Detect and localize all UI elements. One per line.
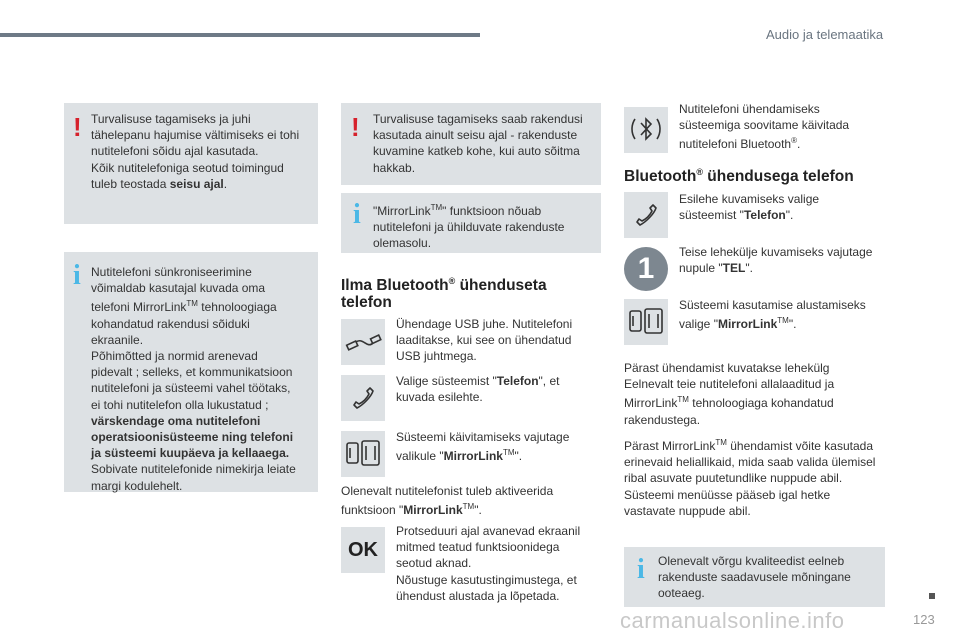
warning-box-safety [64, 103, 318, 224]
paragraph-audio-sources: Pärast MirrorLink™ ühendamist võite kasutada erinevaid heliallikaid, mida saab valida ülemisel ribal asuvate puutetundlike nuppude abil. Süsteemi menüüsse pääseb igal hetke vastavate nuppude abil. [624, 438, 876, 518]
section-title: Audio ja telemaatika [766, 27, 884, 42]
step-mirrorlink-text: Süsteemi käivitamiseks vajutage valikule "MirrorLink™". [396, 430, 570, 464]
step-usb-text: Ühendage USB juhe. Nutitelefoni laaditakse, kui see on ühendatud USB juhtmega. [396, 317, 573, 364]
heading-with-bluetooth: Bluetooth® ühendusega telefon [624, 167, 854, 186]
mirrorlink-icon [624, 299, 668, 345]
page-number: 123 [913, 612, 935, 627]
warning-box-apps [341, 103, 601, 185]
info-text: Nutitelefoni sünkroniseerimine võimaldab kasutajal kuvada oma telefoni MirrorLink™ tehnoloogiaga kohandatud rakendusi sõiduki ekraanile. Põhimõtted ja normid arenevad pidevalt ; selleks, et kommunikatsioon nutitelefoni ja süsteemi vahel töötaks, ei tohi nutitelefon olla lukustatud ; värskendage oma nutitelefoni operatsioonisüsteeme ning telefoni ja süsteemi kuupäeva ja kellaaega. Sobivate nutitelefonide nimekirja leiate margi kodulehelt. [91, 265, 296, 493]
step-bt-mirrorlink-text: Süsteemi kasutamise alustamiseks valige "MirrorLink™". [679, 298, 866, 332]
step-bt-telefon-text: Esilehe kuvamiseks valige süsteemist "Telefon". [679, 192, 820, 223]
phone-handset-icon [341, 375, 385, 421]
bluetooth-note: Nutitelefoni ühendamiseks süsteemiga soovitame käivitada nutitelefoni Bluetooth®. [679, 102, 850, 152]
warning-exclamation-icon: ! [73, 112, 82, 142]
info-icon: i [73, 260, 81, 291]
phone-handset-icon [624, 192, 668, 238]
warning-text: Turvalisuse tagamiseks saab rakendusi kasutada ainult seisu ajal - rakenduste kuvamine katkeb kohe, kui auto sõitma hakkab. [373, 112, 583, 175]
page-marker [929, 593, 935, 599]
mirrorlink-icon [341, 431, 385, 477]
ok-button-icon: OK [341, 527, 385, 573]
step-telefon-text: Valige süsteemist "Telefon", et kuvada esilehte. [396, 374, 560, 405]
usb-cable-icon [341, 319, 385, 365]
info-box-sync [64, 252, 318, 492]
paragraph-after-connection: Pärast ühendamist kuvatakse lehekülg Eelnevalt teie nutitelefoni allalaaditud ja MirrorLink™ tehnoloogiaga kohandatud rakendustega. [624, 361, 835, 427]
warning-exclamation-icon: ! [351, 112, 360, 142]
info-icon: i [637, 554, 645, 585]
activation-note: Olenevalt nutitelefonist tuleb aktiveerida funktsioon "MirrorLink™". [341, 484, 554, 518]
watermark: carmanualsonline.info [620, 608, 845, 633]
heading-without-bluetooth: Ilma Bluetooth® ühenduseta telefon [341, 276, 547, 312]
step-number-badge: 1 [624, 247, 668, 291]
info-text: Olenevalt võrgu kvaliteedist eelneb rakenduste saadavusele mõningane ooteaeg. [658, 554, 851, 601]
info-icon: i [353, 199, 361, 230]
info-text: "MirrorLink™" funktsioon nõuab nutitelefoni ja ühilduvate rakenduste olemasolu. [373, 203, 565, 251]
step-ok-text: Protseduuri ajal avanevad ekraanil mitmed teatud funktsioonidega seotud aknad. Nõustuge kasutustingimustega, et ühendust alustada ja lõpetada. [396, 524, 581, 603]
info-box-network [624, 547, 885, 607]
header-rule [0, 33, 480, 37]
info-box-mirrorlink [341, 193, 601, 253]
bluetooth-icon [624, 107, 668, 153]
warning-text: Turvalisuse tagamiseks ja juhi tähelepanu hajumise vältimiseks ei tohi nutitelefoni sõidu ajal kasutada. Kõik nutitelefoniga seotud toimingud tuleb teostada seisu ajal. [91, 112, 300, 191]
step-tel-text: Teise lehekülje kuvamiseks vajutage nupule "TEL". [679, 245, 873, 276]
